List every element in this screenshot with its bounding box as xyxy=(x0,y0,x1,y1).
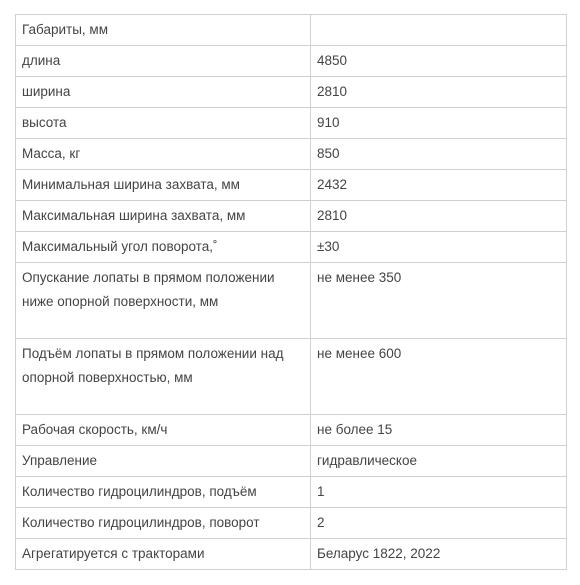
row-label: Управление xyxy=(16,446,311,477)
row-value: 4850 xyxy=(311,46,567,77)
row-label: Агрегатируется с тракторами xyxy=(16,539,311,570)
table-row xyxy=(16,170,567,201)
table-row xyxy=(16,508,567,539)
row-value: 850 xyxy=(311,139,567,170)
table-row xyxy=(16,415,567,446)
row-label: Подъём лопаты в прямом положении над опорной поверхностью, мм xyxy=(16,339,311,415)
row-label: Максимальная ширина захвата, мм xyxy=(16,201,311,232)
row-value: 2 xyxy=(311,508,567,539)
row-value: 2810 xyxy=(311,201,567,232)
row-label: Количество гидроцилиндров, поворот xyxy=(16,508,311,539)
row-value: не более 15 xyxy=(311,415,567,446)
row-label: Максимальный угол поворота,˚ xyxy=(16,232,311,263)
row-value: Беларус 1822, 2022 xyxy=(311,539,567,570)
row-label: Минимальная ширина захвата, мм xyxy=(16,170,311,201)
table-row xyxy=(16,539,567,570)
table-row xyxy=(16,201,567,232)
row-label: Опускание лопаты в прямом положении ниже опорной поверхности, мм xyxy=(16,263,311,339)
row-label: длина xyxy=(16,46,311,77)
table-row xyxy=(16,263,567,339)
row-label: высота xyxy=(16,108,311,139)
table-row xyxy=(16,139,567,170)
table-row xyxy=(16,446,567,477)
row-value: не менее 350 xyxy=(311,263,567,339)
row-value: 910 xyxy=(311,108,567,139)
row-value: ±30 xyxy=(311,232,567,263)
row-value xyxy=(311,15,567,46)
row-value: 1 xyxy=(311,477,567,508)
table-row xyxy=(16,232,567,263)
row-value: не менее 600 xyxy=(311,339,567,415)
specifications-table xyxy=(15,14,567,570)
table-row xyxy=(16,77,567,108)
table-row xyxy=(16,15,567,46)
row-value: 2432 xyxy=(311,170,567,201)
row-value: 2810 xyxy=(311,77,567,108)
row-label: ширина xyxy=(16,77,311,108)
table-row xyxy=(16,339,567,415)
row-label: Количество гидроцилиндров, подъём xyxy=(16,477,311,508)
row-label: Рабочая скорость, км/ч xyxy=(16,415,311,446)
row-label: Габариты, мм xyxy=(16,15,311,46)
table-row xyxy=(16,477,567,508)
table-row xyxy=(16,46,567,77)
row-label: Масса, кг xyxy=(16,139,311,170)
row-value: гидравлическое xyxy=(311,446,567,477)
table-row xyxy=(16,108,567,139)
